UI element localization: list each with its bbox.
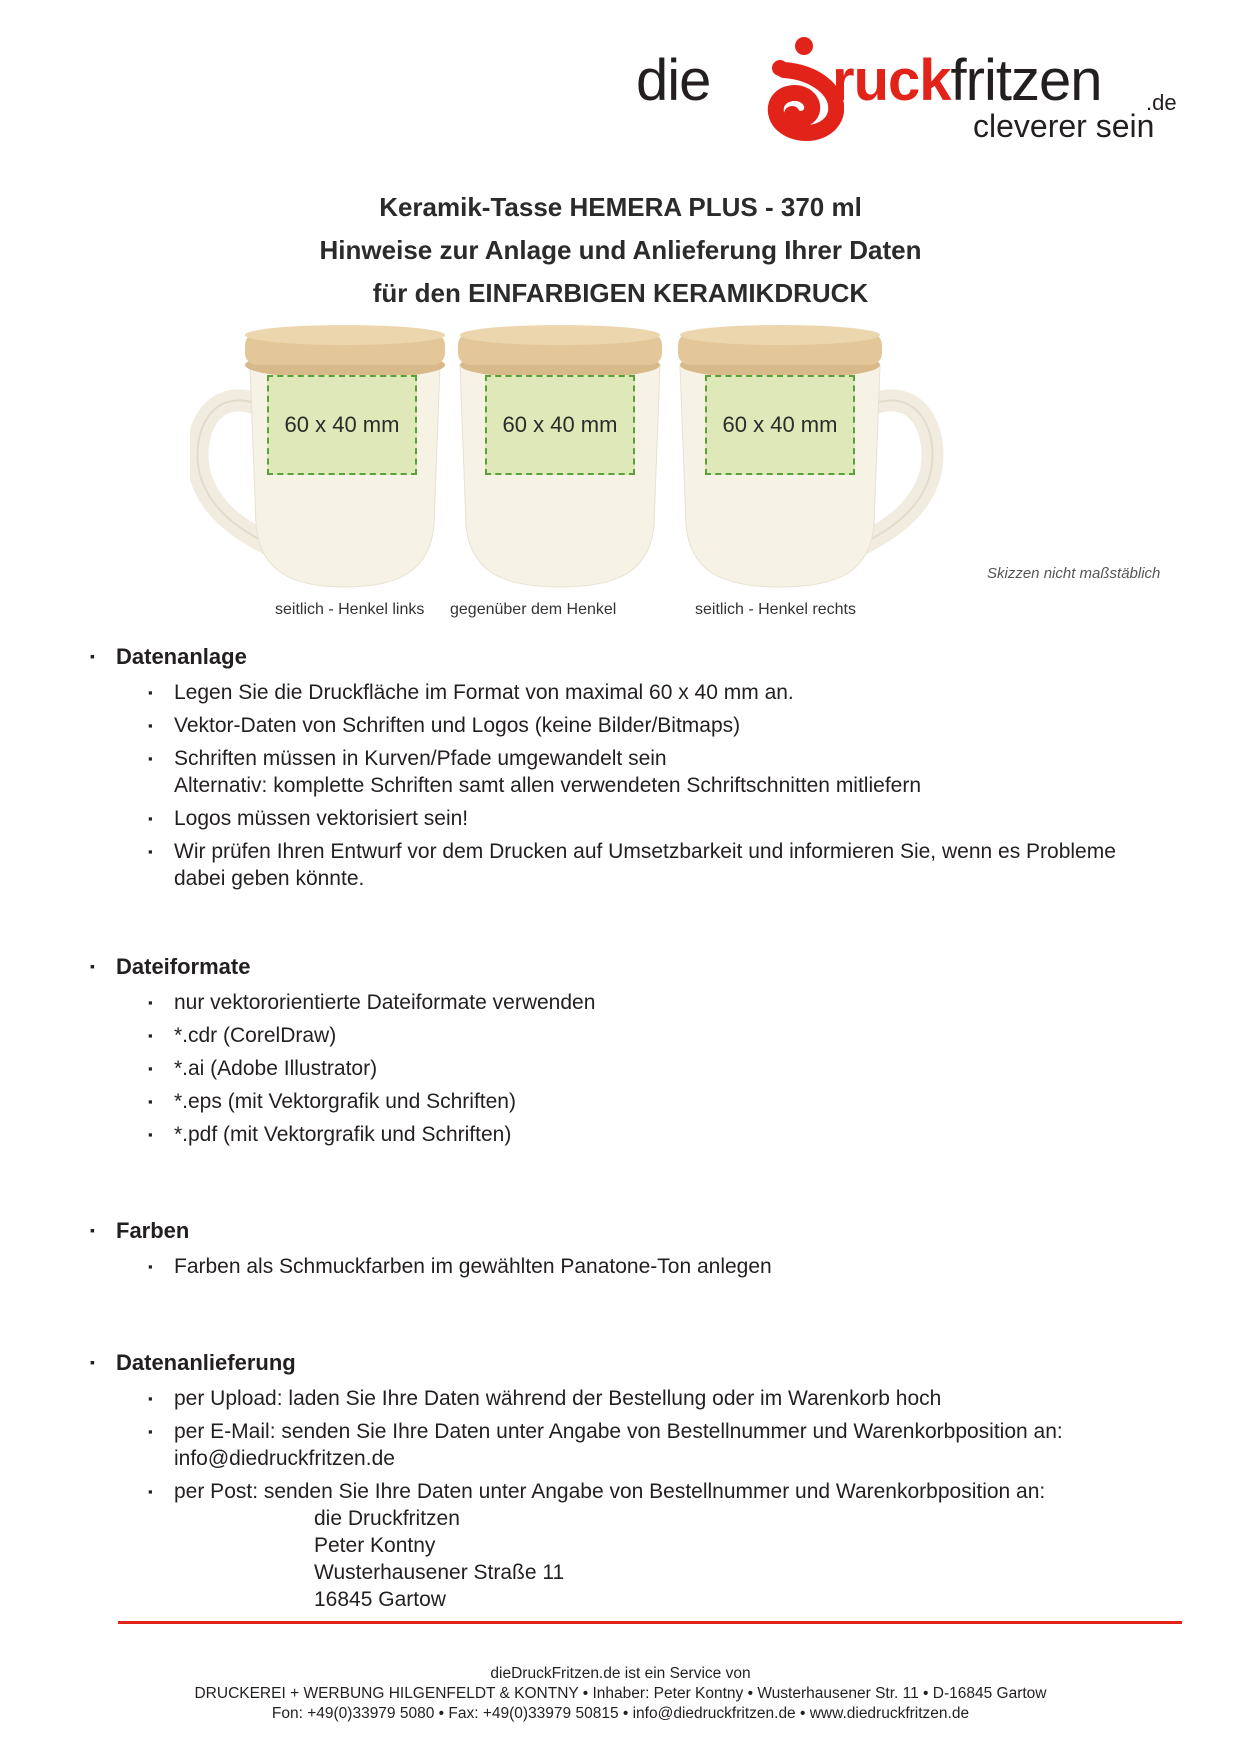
list-item: ▪ Farben als Schmuckfarben im gewählten Panatone-Ton anlegen <box>174 1253 1170 1280</box>
list-item: ▪ per Upload: laden Sie Ihre Daten während der Bestellung oder im Warenkorb hoch <box>174 1385 1170 1412</box>
list-item: ▪ *.ai (Adobe Illustrator) <box>174 1055 1170 1082</box>
postal-address <box>174 1505 1170 1613</box>
logo-red-part: ruck <box>832 48 951 113</box>
item-list <box>90 1253 1170 1280</box>
list-item <box>174 1418 1170 1472</box>
footer-divider <box>118 1621 1182 1624</box>
brand-logo <box>636 32 1196 152</box>
mug-caption: seitlich - Henkel links <box>275 601 425 618</box>
mug-front <box>430 325 690 618</box>
list-item: ▪ *.eps (mit Vektorgrafik und Schriften) <box>174 1088 1170 1115</box>
logo-slogan: cleverer sein <box>973 108 1155 144</box>
list-item: ▪ Wir prüfen Ihren Entwurf vor dem Drucken auf Umsetzbarkeit und informieren Sie, wenn es Probleme dabei geben könnte. <box>174 838 1170 892</box>
footer <box>0 1664 1241 1724</box>
list-item: ▪ *.pdf (mit Vektorgrafik und Schriften) <box>174 1121 1170 1148</box>
list-item-line: Alternativ: komplette Schriften samt allen verwendeten Schriftschnitten mitliefern <box>174 774 922 797</box>
list-item: ▪ nur vektororientierte Dateiformate verwenden <box>174 989 1170 1016</box>
list-item-line: per Post: senden Sie Ihre Daten unter Angabe von Bestellnummer und Warenkorbposition an: <box>174 1480 1046 1503</box>
section-datenanlage <box>90 640 1170 892</box>
logo-wordmark <box>832 48 1102 113</box>
print-area <box>485 375 635 475</box>
section-heading: ▪ Datenanlieferung <box>90 1346 1170 1379</box>
address-line: 16845 Gartow <box>314 1588 446 1611</box>
document-title <box>0 186 1241 315</box>
list-item: ▪ *.cdr (CorelDraw) <box>174 1022 1170 1049</box>
address-line: Wusterhausener Straße 11 <box>314 1561 565 1584</box>
item-list <box>90 679 1170 892</box>
print-area <box>267 375 417 475</box>
logo-prefix: die <box>636 48 711 113</box>
section-dateiformate <box>90 950 1170 1148</box>
list-item-line: Schriften müssen in Kurven/Pfade umgewandelt sein <box>174 747 667 770</box>
print-area-label: 60 x 40 mm <box>284 412 400 437</box>
logo-tld: .de <box>1146 90 1177 115</box>
address-line: Peter Kontny <box>314 1534 436 1557</box>
footer-line-2: DRUCKEREI + WERBUNG HILGENFELDT & KONTNY • Inhaber: Peter Kontny • Wusterhausener Str. 11 • D-16845 Gartow <box>194 1685 1047 1702</box>
mug-handle-right <box>670 325 930 618</box>
item-list <box>90 1385 1170 1613</box>
mug-caption: seitlich - Henkel rechts <box>695 601 856 618</box>
mug-illustrations <box>180 325 1080 625</box>
print-area-label: 60 x 40 mm <box>722 412 838 437</box>
list-item <box>174 745 1170 799</box>
title-line-3: für den EINFARBIGEN KERAMIKDRUCK <box>372 278 869 308</box>
section-heading: ▪ Dateiformate <box>90 950 1170 983</box>
list-item: ▪ Vektor-Daten von Schriften und Logos (keine Bilder/Bitmaps) <box>174 712 1170 739</box>
logo-dark-part: fritzen <box>950 48 1102 113</box>
list-item: ▪ Legen Sie die Druckfläche im Format von maximal 60 x 40 mm an. <box>174 679 1170 706</box>
title-line-1: Keramik-Tasse HEMERA PLUS - 370 ml <box>379 192 862 222</box>
footer-line-1: dieDruckFritzen.de ist ein Service von <box>490 1665 751 1682</box>
email-link[interactable]: info@diedruckfritzen.de <box>174 1447 395 1470</box>
list-item <box>174 1478 1170 1613</box>
list-item-line: per E-Mail: senden Sie Ihre Daten unter Angabe von Bestellnummer und Warenkorbposition an: <box>174 1420 1063 1443</box>
title-line-2: Hinweise zur Anlage und Anlieferung Ihrer Daten <box>319 235 922 265</box>
list-item: ▪ Logos müssen vektorisiert sein! <box>174 805 1170 832</box>
section-heading: ▪ Datenanlage <box>90 640 1170 673</box>
item-list <box>90 989 1170 1148</box>
footer-line-3: Fon: +49(0)33979 5080 • Fax: +49(0)33979 50815 • info@diedruckfritzen.de • www.diedruckfritzen.de <box>271 1705 970 1722</box>
mug-caption: gegenüber dem Henkel <box>450 601 617 618</box>
section-farben <box>90 1214 1170 1280</box>
mug-handle-left <box>190 325 450 618</box>
print-area <box>705 375 855 475</box>
logo-d-mark-icon <box>744 32 844 142</box>
print-area-label: 60 x 40 mm <box>502 412 618 437</box>
scale-note: Skizzen nicht maßstäblich <box>987 565 1161 582</box>
section-datenanlieferung <box>90 1346 1170 1613</box>
section-heading: ▪ Farben <box>90 1214 1170 1247</box>
address-line: die Druckfritzen <box>314 1507 460 1530</box>
instructions <box>90 640 1170 1613</box>
